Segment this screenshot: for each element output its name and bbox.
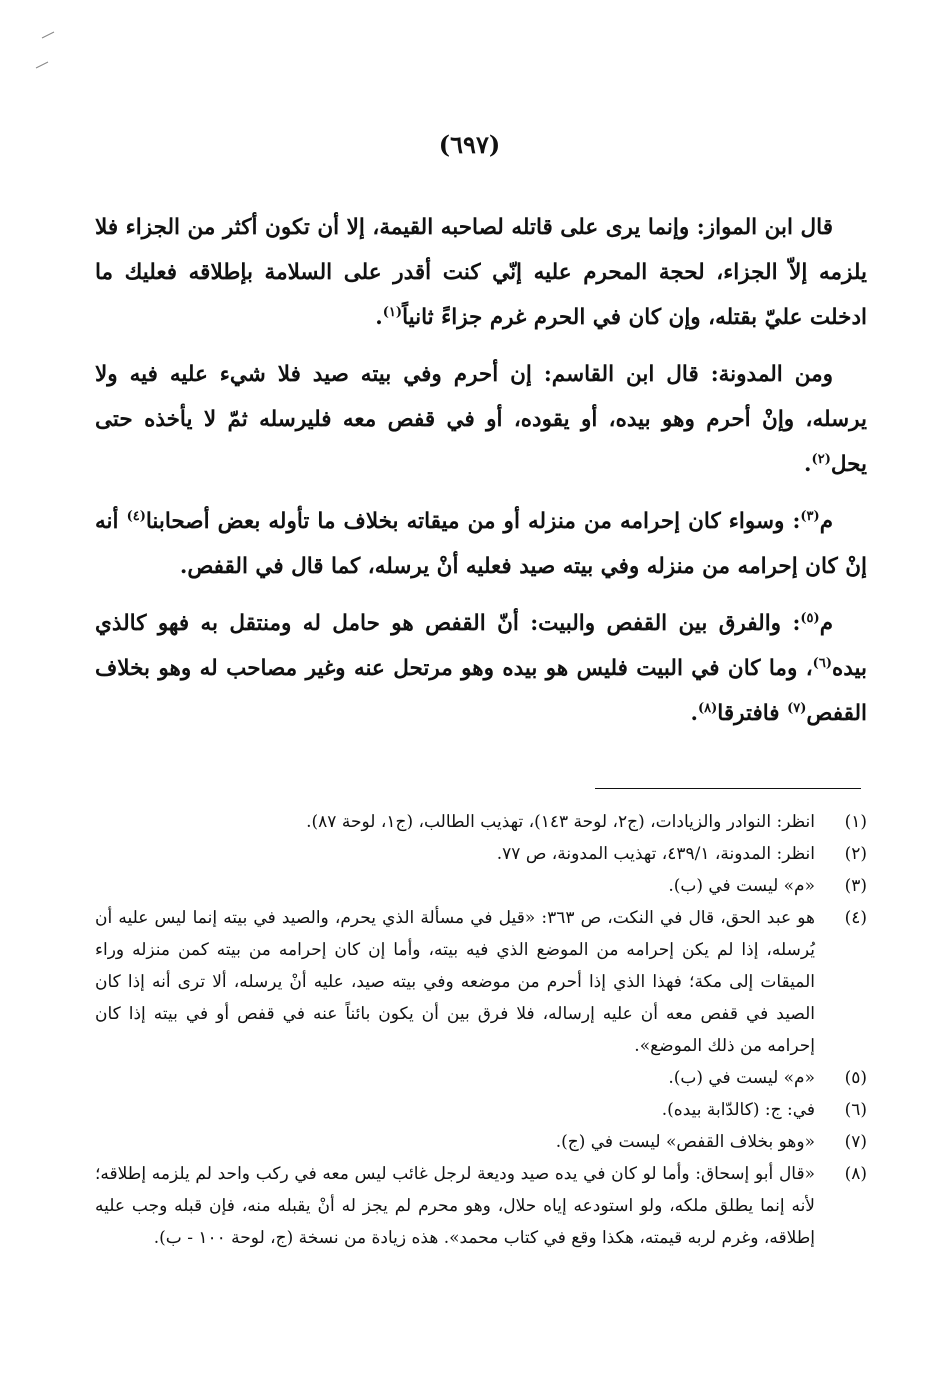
footnote-item xyxy=(95,1062,867,1094)
paragraph-text: م xyxy=(819,611,833,636)
paragraph-text: فافترقا xyxy=(717,701,788,726)
footnote-item xyxy=(95,870,867,902)
footnote-reference: (١) xyxy=(382,304,403,320)
paragraph-text: ، وما كان في البيت فليس هو بيده وهو مرتحل عنه وغير مصاحب له وهو بخلاف القفص xyxy=(95,656,867,726)
paragraph-text: ومن المدونة: قال ابن القاسم: إن أحرم وفي بيته صيد فلا شيء عليه فيه ولا يرسله، وإنْ أحرم وهو بيده، أو يقوده، أو في قفص معه فليرسله ثمّ لا يأخذه حتى يحل xyxy=(95,362,867,477)
paragraph xyxy=(95,205,867,340)
footnote-text: هو عبد الحق، قال في النكت، ص ٣٦٣: «قيل في مسألة الذي يحرم، والصيد في بيته إنما ليس عليه أن يُرسله، إذا لم يكن إحرامه من الموضع الذي فيه بيته، وأما إن كان إحرامه من بيته كمن منزله وراء الميقات إلى مكة؛ فهذا الذي إذا أحرم من موضعه وفي بيته صيد، عليه أنْ يرسله، ألا ترى أنه إذا كان الصيد في قفص معه أن عليه إرساله، فلا فرق بين أن يكون بائناً عنه في قفص أو في بيته إذا كان إحرامه من ذلك الموضع». xyxy=(95,908,815,1056)
footnote-text: في: ج: (كالدّابة بيده). xyxy=(661,1100,815,1120)
footnote-item xyxy=(95,1094,867,1126)
paragraph-text: م xyxy=(819,509,833,534)
pen-mark xyxy=(28,28,68,78)
footnote-reference: (٣) xyxy=(800,508,820,524)
footnote-reference: (٢) xyxy=(811,451,831,467)
paragraph xyxy=(95,601,867,736)
footnote-text: انظر: النوادر والزيادات، (ج٢، لوحة ١٤٣)، تهذيب الطالب، (ج١، لوحة ٨٧). xyxy=(306,812,815,832)
footnote-text: «م» ليست في (ب). xyxy=(668,876,815,896)
footnote-reference: (٨) xyxy=(698,700,718,716)
footnote-number: (٤) xyxy=(844,908,867,928)
footnote-divider xyxy=(595,788,861,789)
paragraph xyxy=(95,352,867,487)
footnote-number: (٥) xyxy=(844,1068,867,1088)
footnote-item xyxy=(95,902,867,1062)
footnote-reference: (٦) xyxy=(812,655,832,671)
footnote-reference: (٧) xyxy=(787,700,807,716)
footnote-text: «وهو بخلاف القفص» ليست في (ج). xyxy=(555,1132,815,1152)
footnote-number: (١) xyxy=(844,812,867,832)
footnote-number: (٧) xyxy=(844,1132,867,1152)
footnote-reference: (٥) xyxy=(800,610,820,626)
paragraph-text: . xyxy=(690,701,698,726)
footnote-number: (٨) xyxy=(844,1164,867,1184)
paragraph-text: . xyxy=(804,452,812,477)
footnote-text: انظر: المدونة، ٤٣٩/١، تهذيب المدونة، ص ٧٧. xyxy=(496,844,815,864)
footnote-number: (٣) xyxy=(844,876,867,896)
footnote-number: (٢) xyxy=(844,844,867,864)
footnote-text: «قال أبو إسحاق: وأما لو كان في يده صيد وديعة لرجل غائب ليس معه في ركب واحد لم يلزمه إطلاقه؛ لأنه إنما يطلق ملكه، ولو استودعه إياه حلال، وهو محرم لم يجز له أنْ يقبله منه، فإن قبله وجب عليه إطلاقه، وغرم لربه قيمته، هكذا وقع في كتاب محمد». هذه زيادة من نسخة (ج، لوحة ١٠٠ - ب). xyxy=(95,1164,815,1248)
paragraph-text: . xyxy=(375,305,383,330)
paragraph-text: قال ابن المواز: وإنما يرى على قاتله لصاحبه القيمة، إلا أن تكون أكثر من الجزاء فلا يلزمه إلاّ الجزاء، لحجة المحرم عليه إنّي كنت أقدر على السلامة بإطلاقه فعليك ما ادخلت عليّ بقتله، وإن كان في الحرم غرم جزاءً ثانياً xyxy=(95,215,867,330)
footnote-item xyxy=(95,806,867,838)
main-text xyxy=(95,205,867,736)
paragraph-text: أنه إنْ كان إحرامه من منزله وفي بيته صيد فعليه أنْ يرسله، كما قال في القفص. xyxy=(95,509,867,579)
paragraph xyxy=(95,499,867,589)
footnote-item xyxy=(95,1126,867,1158)
footnote-item xyxy=(95,1158,867,1254)
footnote-reference: (٤) xyxy=(126,508,146,524)
footnotes-list xyxy=(95,806,867,1254)
footnote-text: «م» ليست في (ب). xyxy=(668,1068,815,1088)
paragraph-text: : والفرق بين القفص والبيت: أنّ القفص هو حامل له ومنتقل به فهو كالذي بيده xyxy=(95,611,867,681)
footnote-number: (٦) xyxy=(844,1100,867,1120)
page-number: (٦٩٧) xyxy=(438,130,501,159)
footnote-item xyxy=(95,838,867,870)
paragraph-text: : وسواء كان إحرامه من منزله أو من ميقاته بخلاف ما تأوله بعض أصحابنا xyxy=(145,509,801,534)
